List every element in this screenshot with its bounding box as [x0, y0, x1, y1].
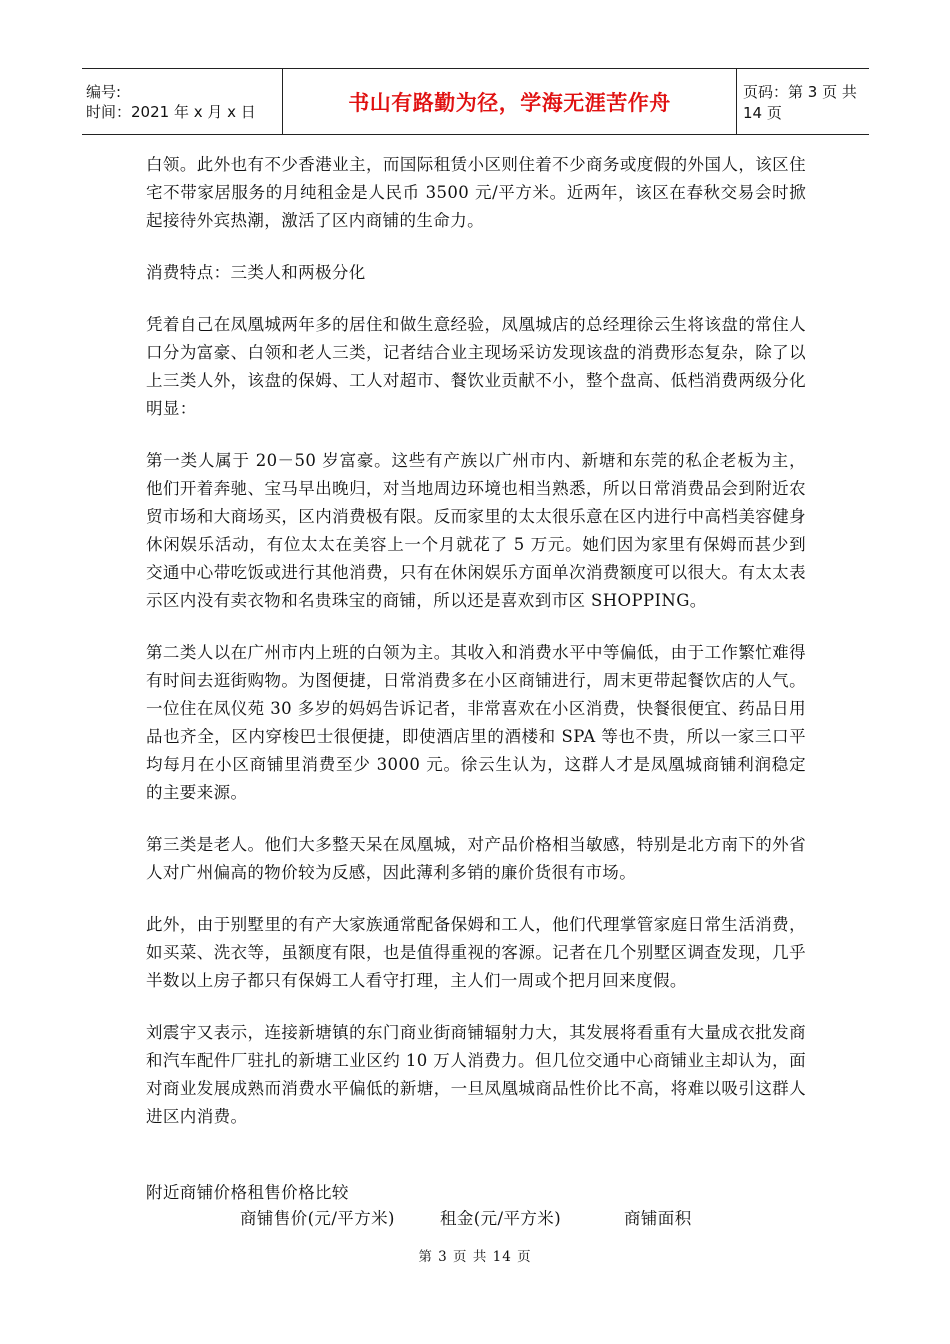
- doc-number-label: 编号:: [86, 82, 122, 101]
- paragraph-5: 第三类是老人。他们大多整天呆在凤凰城，对产品价格相当敏感，特别是北方南下的外省人对广州偏高的物价较为反感，因此薄利多销的廉价货很有市场。: [146, 835, 806, 882]
- paragraph-3: 第一类人属于 20－50 岁富豪。这些有产族以广州市内、新塘和东莞的私企老板为主，他们开着奔驰、宝马早出晚归，对当地周边环境也相当熟悉，所以日常消费品会到附近农贸市场和大商场买，区内消费极有限。反而家里的太太很乐意在区内进行中高档美容健身休闲娱乐活动，有位太太在美容上一个月就花了 5 万元。她们因为家里有保姆而甚少到交通中心带吃饭或进行其他消费，只有在休闲娱乐方面单次消费额度可以很大。有太太表示区内没有卖衣物和名贵珠宝的商铺，所以还是喜欢到市区 SHOPPING。: [146, 451, 806, 610]
- spacer: [146, 1155, 806, 1179]
- document-body: [146, 151, 806, 1231]
- paragraph-7: 刘震宇又表示，连接新塘镇的东门商业街商铺辐射力大，其发展将看重有大量成衣批发商和汽车配件厂驻扎的新塘工业区约 10 万人消费力。但几位交通中心商铺业主却认为，面对商业发展成熟而消费水平偏低的新塘，一旦凤凰城商品性价比不高，将难以吸引这群人进区内消费。: [146, 1023, 806, 1126]
- doc-time-label: 时间：2021 年 x 月 x 日: [86, 102, 256, 121]
- paragraph-6: 此外，由于别墅里的有产大家族通常配备保姆和工人，他们代理掌管家庭日常生活消费，如买菜、洗衣等，虽额度有限，也是值得重视的客源。记者在几个别墅区调查发现，几乎半数以上房子都只有保姆工人看守打理，主人们一周或个把月回来度假。: [146, 915, 806, 990]
- section-heading-price-comparison: 附近商铺价格租售价格比较: [146, 1183, 349, 1202]
- table-col-sale-price: 商铺售价(元/平方米): [240, 1209, 395, 1228]
- table-col-rent: 租金(元/平方米): [440, 1209, 562, 1228]
- page-footer: [0, 1245, 950, 1265]
- footer-page-number: 第 3 页 共 14 页: [418, 1249, 532, 1265]
- header-motto-cell: [282, 69, 737, 134]
- header-page-label: 页码：第 3 页 共 14 页: [743, 82, 857, 122]
- header-page-cell: [737, 69, 869, 134]
- page-header: [82, 68, 869, 135]
- header-motto: 书山有路勤为径，学海无涯苦作舟: [348, 90, 671, 115]
- header-meta: [82, 69, 282, 134]
- section-heading-consumption: 消费特点：三类人和两极分化: [146, 263, 366, 282]
- table-col-area: 商铺面积: [624, 1209, 692, 1228]
- paragraph-2: 凭着自己在凤凰城两年多的居住和做生意经验，凤凰城店的总经理徐云生将该盘的常住人口分为富豪、白领和老人三类，记者结合业主现场采访发现该盘的消费形态复杂，除了以上三类人外，该盘的保姆、工人对超市、餐饮业贡献不小，整个盘高、低档消费两级分化明显：: [146, 315, 806, 418]
- paragraph-1: 白领。此外也有不少香港业主，而国际租赁小区则住着不少商务或度假的外国人，该区住宅不带家居服务的月纯租金是人民币 3500 元/平方米。近两年，该区在春秋交易会时掀起接待外宾热潮，激活了区内商铺的生命力。: [146, 155, 806, 230]
- paragraph-4: 第二类人以在广州市内上班的白领为主。其收入和消费水平中等偏低，由于工作繁忙难得有时间去逛街购物。为图便捷，日常消费多在小区商铺进行，周末更带起餐饮店的人气。一位住在凤仪苑 30 多岁的妈妈告诉记者，非常喜欢在小区消费，快餐很便宜、药品日用品也齐全，区内穿梭巴士很便捷，即使酒店里的酒楼和 SPA 等也不贵，所以一家三口平均每月在小区商铺里消费至少 3000 元。徐云生认为，这群人才是凤凰城商铺利润稳定的主要来源。: [146, 643, 806, 802]
